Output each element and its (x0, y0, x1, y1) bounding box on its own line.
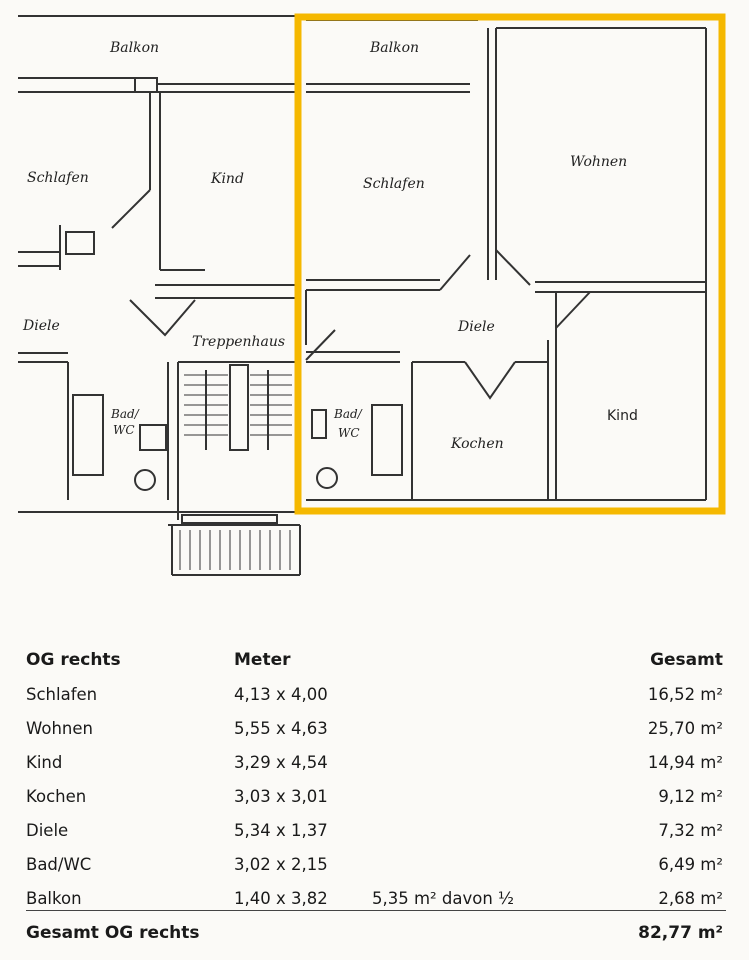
label-balkon-left: Balkon (110, 40, 160, 56)
row-room: Bad/WC (26, 855, 92, 874)
sum-row (26, 923, 726, 953)
row-room: Kind (26, 753, 63, 772)
table-row (26, 821, 726, 851)
row-total: 9,12 m² (658, 787, 723, 806)
row-room: Wohnen (26, 719, 93, 738)
row-dim: 3,02 x 2,15 (234, 855, 328, 874)
table-row (26, 855, 726, 885)
label-bad-right-2: WC (338, 426, 360, 440)
row-dim: 1,40 x 3,82 (234, 889, 328, 908)
label-schlafen-right: Schlafen (363, 176, 425, 192)
row-total: 25,70 m² (647, 719, 723, 738)
row-total: 6,49 m² (658, 855, 723, 874)
row-total: 2,68 m² (658, 889, 723, 908)
row-total: 14,94 m² (647, 753, 723, 772)
row-room: Diele (26, 821, 69, 840)
header-room: OG rechts (26, 650, 121, 670)
table-row (26, 719, 726, 749)
label-balkon-right: Balkon (370, 40, 420, 56)
label-diele-left: Diele (23, 318, 60, 334)
label-wohnen: Wohnen (570, 154, 628, 170)
table-row (26, 787, 726, 817)
header-meter: Meter (234, 650, 291, 670)
row-room: Balkon (26, 889, 82, 908)
label-bad-left-2: WC (113, 423, 135, 437)
row-dim: 3,03 x 3,01 (234, 787, 328, 806)
table-row (26, 753, 726, 783)
row-total: 7,32 m² (658, 821, 723, 840)
row-dim: 5,34 x 1,37 (234, 821, 328, 840)
row-dim: 3,29 x 4,54 (234, 753, 328, 772)
header-gesamt: Gesamt (650, 650, 723, 670)
table-header (26, 650, 726, 680)
sum-total: 82,77 m² (638, 923, 723, 943)
plan-walls (18, 16, 706, 575)
row-room: Kochen (26, 787, 87, 806)
row-total: 16,52 m² (647, 685, 723, 704)
table-row (26, 685, 726, 715)
row-dim: 5,55 x 4,63 (234, 719, 328, 738)
row-dim: 4,13 x 4,00 (234, 685, 328, 704)
label-kochen: Kochen (451, 436, 504, 452)
table-row (26, 889, 726, 919)
label-treppenhaus: Treppenhaus (192, 334, 286, 350)
label-diele-right: Diele (458, 319, 495, 335)
label-bad-left-1: Bad/ (111, 407, 139, 421)
sum-label: Gesamt OG rechts (26, 923, 200, 943)
label-schlafen-left: Schlafen (27, 170, 89, 186)
label-kind-right: Kind (607, 408, 638, 424)
row-extra: 5,35 m² davon ½ (372, 889, 515, 908)
label-kind-left: Kind (211, 171, 244, 187)
row-room: Schlafen (26, 685, 98, 704)
label-bad-right-1: Bad/ (334, 407, 362, 421)
sum-divider (26, 910, 726, 911)
